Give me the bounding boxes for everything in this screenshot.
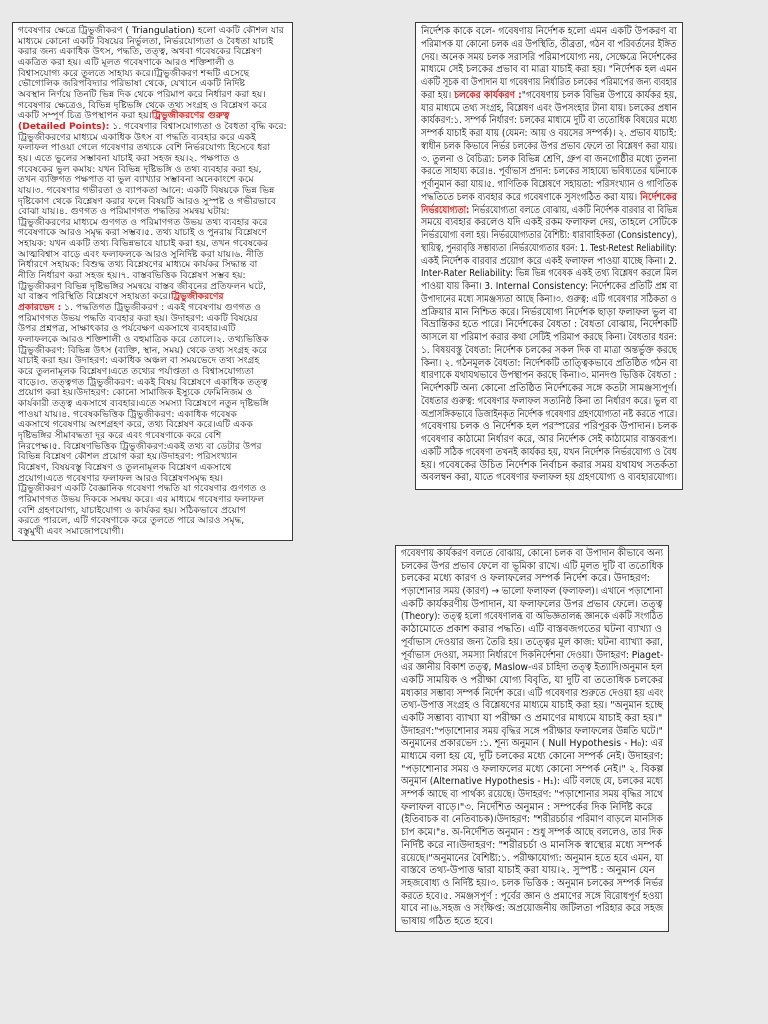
text-segment: পদ্ধতিতে চলক ব্যবহার করে গবেষণাকে সুসংগঠিত করা যায়। [421,191,641,203]
text-segment: দৃষ্টিকোণ থেকে বিশ্লেষণ করার ফলে বিষয়টি আরও সুস্পষ্ট ও গভীরভাবে [18,195,277,207]
note-panel-indicator [415,22,683,490]
text-line-content [18,527,124,538]
text-segment: সহজবোধ্য ও নির্দিষ্ট হয়।৩. চলক ভিত্তিক : অনুমান চলকের সম্পর্ক নির্ভর [401,877,664,889]
text-line [401,573,663,586]
text-line [421,64,677,77]
text-line-content [401,776,663,789]
text-segment: ১. বিষয়বস্তু বৈধতা: নির্দেশক চলকের সকল দিক বা মাত্রা অন্তর্ভুক্ত করছে [421,344,678,356]
text-segment: Inter-Rater Reliability: ভিন্ন ভিন্ন গবেষক একই তথ্য বিশ্লেষণ করলে মিল [421,268,678,280]
text-segment: একই নির্দেশক বারবার প্রয়োগ করে একই ফলাফল পাওয়া যাচ্ছে কিনা। 2. [421,255,677,267]
text-line-content [421,294,677,307]
text-segment: পরিমাপক যা কোনো চলক এর উপস্থিতি, তীব্রতা, গঠন বা পরিবর্তনের ইঙ্গিত [421,38,677,50]
highlighted-heading: ট্রিভুজীকরণের [170,291,224,303]
text-line [421,154,677,167]
text-line-content [421,52,677,65]
text-segment: একটি সম্ভাব্য ব্যাখ্যা যা পরীক্ষা ও প্রমাণের মাধ্যমে যাচাই করা হয়।" [401,712,663,724]
text-segment: গবেষণার ক্ষেত্রেও, বিভিন্ন দৃষ্টিভঙ্গি থেকে তথ্য সংগ্রহ ও বিশ্লেষণ করে [18,99,267,111]
text-segment: সহায়ক: যখন একটি তথ্য বিভিন্নভাবে যাচাই করা হয়, তখন গবেষকের [18,238,269,250]
text-line-content [401,814,663,827]
text-segment: যায়।৩. গবেষণার গভীরতা ও ব্যাপকতা আনে: একটি বিষয়কে ভিন্ন ভিন্ন [18,184,275,196]
text-line-content [421,307,677,320]
text-segment: ফলাফলকে আরও শক্তিশালী ও বহুমাত্রিক করে তোলে।২. তথ্যভিত্তিক [18,334,269,346]
text-line-content [421,179,677,192]
text-line [401,891,663,904]
text-segment: পাওয়া যায়।৪. গবেষকভিত্তিক ট্রিভুজীকরণ: একাধিক গবেষক [18,408,237,420]
text-line-content [421,256,677,269]
text-segment: দেয়। অনেক সময় চলক সরাসরি পরিমাপযোগ্য নয়, সেক্ষেত্রে নির্দেশকের [421,51,677,63]
text-line [421,128,677,141]
text-line [401,764,663,777]
text-segment: রয়েছে।"অনুমানের বৈশিষ্ট্য:১. পরীক্ষাযোগ্য: অনুমান হতে হবে এমন, যা [401,852,664,864]
text-line [421,205,677,218]
text-line [401,840,663,853]
text-line-content [421,383,677,396]
text-line-content [401,903,663,916]
text-line [421,52,677,65]
text-line-content [421,230,677,243]
text-line [421,26,677,39]
text-line [421,243,677,256]
text-line-content [401,802,652,815]
text-segment: যাবে না।৬.সহজ ও সংক্ষিপ্ত: অপ্রয়োজনীয় জটিলতা পরিহার করে সহজ [401,903,664,915]
text-segment: সম্পর্ক আছে বা পার্থক্য রয়েছে। উদাহরণ: "পড়াশোনার সময় বৃদ্ধির সাথে [401,789,664,801]
text-segment: উপাদানের মধ্যে সামঞ্জস্যতা আছে কিনা।৩. গুরুত্ব: এটি গবেষণার সঠিকতা ও [421,293,677,305]
text-segment: কাঠামোতে প্রকাশ করার পদ্ধতি। এটি বাস্তবজগতের ঘটনা ব্যাখ্যা ও [401,624,663,636]
text-segment: পূর্বাভাস দেওয়া, সমস্যা নির্ধারণে দিকনির্দেশনা দেওয়া। উদাহরণ: Piaget- [401,649,664,661]
text-line-content [401,662,663,675]
text-segment: ধারণাকে যথাযথভাবে উপস্থাপন করছে কিনা।৩. মানদণ্ড ভিত্তিক বৈধতা : [421,370,677,382]
text-segment: একটি কার্যকরণীয় উপাদান, যা ফলাফলের উপর প্রভাব ফেলে। তত্ত্ব [401,598,663,610]
text-line-content [421,409,677,422]
text-line [421,115,677,128]
text-line-content [421,26,677,39]
text-line-content [421,90,677,103]
text-line [421,294,677,307]
text-segment: পাওয়া যায় কিনা। 3. Internal Consistency: নির্দেশকের প্রতিটি প্রশ্ন বা [421,281,678,292]
text-line-content [401,637,663,650]
text-segment: করা হয়। [421,89,455,101]
text-line-content [421,345,677,358]
text-line [421,217,677,230]
text-segment: গবেষণায় চলক ও নির্দেশক হল পরস্পরের পরিপূরক উপাদান। চলক [421,421,678,433]
text-segment: নির্দেশকটি অন্য কোনো প্রতিষ্ঠিত নির্দেশকের সঙ্গে কতটা সামঞ্জস্যপূর্ণ। [421,383,677,394]
text-segment: যা বাস্তব পরিস্থিতি বিশ্লেষণে সহায়তা করে। [18,291,171,303]
text-segment: গবেষণায় কার্যকরণ বলতে বোঝায়, কোনো চলক বা উপাদান কীভাবে অন্য [401,548,663,559]
text-line [401,776,663,789]
text-segment: করতে পারলে, এটি গবেষণাকে করে তুলতে পারে আরও সমৃদ্ধ, [18,515,245,527]
text-line [401,624,663,637]
text-line-content [401,688,663,701]
text-segment: পরিমাণগত উভয় দিককে সমন্বয় করে। এর মাধ্যমে গবেষণার ফলাফল [18,493,265,505]
text-segment: উদাহরণ:"পড়াশোনার সময় বৃদ্ধির সঙ্গে পরীক্ষার ফলাফলের উন্নতি ঘটে।" [401,725,663,737]
text-line-content [401,916,493,929]
text-line-content [401,789,663,802]
text-segment: মাধ্যমে সেই চলকের প্রভাব বা মাত্রা যাচাই করা হয়। "নির্দেশক হল এমন [421,64,677,76]
highlighted-heading: চলকের কার্যকরণ : [454,89,522,101]
highlighted-heading: (Detailed Points): [18,120,110,132]
text-line [401,726,663,739]
text-segment: "পড়াশোনার সময় ও ফলাফলের মধ্যে কোনো সম্পর্ক নেই।" ২. বিকল্প [401,763,664,775]
text-line-content [421,141,677,154]
text-segment: করতে সাহায্য করে।৪. পূর্বাভাস প্রদান: চলকের সাহায্যে ভবিষ্যতের ঘটনাকে [421,166,678,178]
text-line-content [421,358,677,371]
note-panel-causation-hypothesis [395,545,669,932]
text-line-content [421,205,677,218]
text-line [421,345,677,358]
text-line [401,675,663,688]
text-line-content [421,154,677,167]
text-segment: করতে হবে।৫. সমঞ্জসপূর্ণ : পূর্বের জ্ঞান ও প্রমাণের সঙ্গে বিরোধপূর্ণ হওয়া [401,890,663,902]
text-line [401,713,663,726]
text-segment: প্রয়োগ।এতে গবেষণার ফলাফল আরও বিশ্লেষণসমৃদ্ধ হয়। [18,472,224,484]
highlighted-heading: প্রকারভেদ : [18,302,62,314]
text-segment: ট্রিভুজীকরণের মাধ্যমে গুণগত ও পরিমাণগত উভয় তথ্য ব্যবহার করে [18,216,268,228]
text-segment: "গবেষণায় চলক বিভিন্ন উপায়ে কার্যকর হয়, [521,89,678,101]
text-line-content [421,217,677,230]
text-segment: মাধ্যমে বলা হয় যে, দুটি চলকের মধ্যে কোনো সম্পর্ক নেই। উদাহরণ: [401,751,664,762]
text-line-content [421,460,677,473]
text-line-content [401,624,662,637]
text-line-content [401,586,663,599]
text-segment: বেশি গ্রহণযোগ্য, যাচাইযোগ্য ও কার্যকর হয়। সঠিকভাবে প্রয়োগ [18,504,246,516]
text-segment: নির্ভরযোগ্যতা বলতে বোঝায়, একটি নির্দেশক বারবার বা বিভিন্ন [469,204,678,216]
text-segment: উপর প্রশ্নপত্র, সাক্ষাৎকার ও পর্যবেক্ষণ একসাথে ব্যবহার।এটি [18,323,236,335]
text-segment: স্বাধীন চলক কিভাবে নির্ভর চলকের উপর প্রভাব ফেলে তা বিশ্লেষণ করা যায়। [421,140,677,152]
text-segment: একত্রিত করা হয়। এটি মূলত গবেষণাকে আরও শক্তিশালী ও [18,56,235,68]
text-segment: পড়াশোনার সময় (কারণ) → ভালো ফলাফল (ফলাফল)। এখানে পড়াশোনা [401,586,663,598]
text-line-content [401,675,663,688]
text-segment: নির্দিষ্ট করে না।উদাহরণ: "শরীরচর্চা ও মানসিক স্বাস্থ্যের মধ্যে সম্পর্ক [401,839,663,851]
text-line-content [401,840,662,853]
text-segment: পূর্বানুমান করা যায়।৫. গাণিতিক বিশ্লেষণে সহায়তা: পরিসংখ্যান ও গাণিতিক [421,179,678,190]
text-line [18,527,287,538]
text-segment: একটি সম্পূর্ণ চিত্র উপস্থাপন করা হয়। [18,110,152,122]
text-line [421,90,677,103]
text-line [421,268,677,281]
text-line [421,472,677,485]
text-line [401,878,663,891]
text-line [421,409,677,422]
text-segment: করে তুলনামূলক বিশ্লেষণ।এতে তথ্যের পর্যাপ্ততা ও বিশ্বাসযোগ্যতা [18,366,254,377]
text-line-content [421,268,677,281]
text-segment: বাড়ে।৩. তত্ত্বগত ট্রিভুজীকরণ: একই বিষয় বিশ্লেষণে একাধিক তত্ত্ব [18,376,268,388]
text-line-content [421,396,677,409]
text-line-content [401,738,663,751]
text-line [401,700,663,713]
text-line [421,39,677,52]
text-segment: প্রয়োগ করা হয়।উদাহরণ: কোনো সামাজিক ইস্যুকে ফেমিনিজম ও [18,387,253,399]
text-line-content [401,561,663,574]
text-line [421,141,677,154]
text-line [421,319,677,332]
text-segment: গবেষণার কাঠামো নির্ধারণ করে, আর নির্দেশক সেই কাঠামোর বাস্তবরূপ। [421,434,677,445]
text-line [421,447,677,460]
text-segment: নিরপেক্ষ।৫. বিশ্লেষণভিত্তিক ট্রিভুজীকরণ:একই তথ্য বা ডেটার উপর [18,440,262,452]
text-line-content [421,319,677,332]
text-segment: বাস্তবে তথ্য-উপাত্ত দ্বারা যাচাই করা যায়।২. সুস্পষ্ট : অনুমান যেন [401,865,655,877]
text-segment: অপ্রাসঙ্গিকভাবে ডিজাইনকৃত নির্দেশক গবেষণার গ্রহণযোগ্যতা নষ্ট করতে পারে। [421,408,678,420]
text-line-content [421,128,677,141]
text-line-content [401,713,662,726]
text-line [401,688,663,701]
text-segment: বস্তুমুখী এবং সমাজোপযোগী। [18,525,124,537]
text-line [421,396,677,409]
text-line [421,460,677,473]
text-line-content [421,115,677,128]
text-line-content [421,434,677,447]
text-line-content [401,700,663,713]
text-line-content [401,827,663,840]
text-segment: গবেষণার ক্ষেত্রে ট্রিভুজীকরণ ( Triangulation) হলো একটি কৌশল যার [18,25,284,36]
text-segment: ফলাফল পাওয়া গেলে গবেষণার তথ্যকে বেশি নির্ভরযোগ্য হিসেবে ধরা [18,142,271,154]
text-segment: একটি সূচক বা উপাদান যা গবেষণায় নির্ধারিত চলকের পরিমাপের জন্য ব্যবহার [421,77,677,88]
text-segment: পরিমাণগত উভয় পদ্ধতি ব্যবহার করা হয়। উদাহরণ: একটি বিষয়ের [18,312,258,324]
text-segment: কার্যকারী তত্ত্ব একসাথে ব্যবহার।এতে সমস্যা বিশ্লেষণে নতুন দৃষ্টিভঙ্গি [18,397,269,409]
text-segment: সম্পর্ক যাচাই করা যায় (যেমন: আয় ও বয়সের সম্পর্ক)। ২. প্রভাব যাচাই: [421,128,677,139]
text-segment: নির্ভরযোগ্য বলা হয়। নির্ভরযোগ্যতার বৈশিষ্ট্য: ধারাবাহিকতা (Consistency), [421,230,678,241]
text-line-content [401,865,655,878]
text-segment: চলকের উপর প্রভাব ফেলে বা ভূমিকা রাখে। এটি মূলত দুটি বা ততোধিক [401,560,664,572]
text-segment: চাপ কমে।"৪. অ-নির্দেশিত অনুমান : শুধু সম্পর্ক আছে বললেও, তার দিক [401,827,663,839]
text-line [421,421,677,434]
text-line [401,903,663,916]
text-segment: বৈধতার গুরুত্ব: গবেষণার ফলাফল সত্যনিষ্ঠ কিনা তা নির্ধারণ করে। ভুল বা [421,395,678,407]
text-line [401,802,663,815]
text-line-content [421,64,677,77]
text-segment: তথ্য-উপাত্ত সংগ্রহ ও বিশ্লেষণের মাধ্যমে যাচাই করা হয়। "অনুমান হচ্ছে [401,700,663,712]
text-segment: ট্রিভুজীকরণ: বিভিন্ন উৎস (ব্যক্তি, স্থান, সময়) থেকে তথ্য সংগ্রহ করে [18,344,268,356]
text-line-content [401,891,663,904]
text-segment: আত্মবিশ্বাস বাড়ে এবং ফলাফলকে আরও সুনির্দিষ্ট করা যায়।৬. নীতি [18,248,264,260]
text-line [421,77,677,90]
text-segment: হয়। এতে ভুলের সম্ভাবনা যাচাই করা সহজ হয়।২. পক্ষপাত ও [18,152,240,164]
text-line [421,166,677,179]
text-line [421,332,677,345]
text-segment: দৃষ্টিভঙ্গির সীমাবদ্ধতা দূর করে এবং গবেষণাকে করে বেশি [18,429,222,441]
text-line-content [401,573,650,586]
text-line [401,586,663,599]
text-segment: যাচাই করা হয়। উদাহরণ: একাধিক অঞ্চল বা সময়ভেদে তথ্য সংগ্রহ [18,355,260,367]
text-segment: প্রক্রিয়ার মান নিশ্চিত করে। নির্ভরযোগ্য নির্দেশক ছাড়া ফলাফল ভুল বা [421,306,677,318]
text-segment: এর জ্ঞানীয় বিকাশ তত্ত্ব, Maslow-এর চাহিদা তত্ত্ব ইত্যাদি।অনুমান হল [401,662,663,674]
text-segment: বিশ্লেষণ, বিষয়বস্তু বিশ্লেষণ ও তুলনামূলক বিশ্লেষণ একসাথে [18,461,232,473]
text-segment: ট্রিভুজীকরণের মাধ্যমে একাধিক উৎস বা পদ্ধতি ব্যবহার করে একই [18,131,256,143]
text-line-content [401,764,663,777]
text-segment: আসলে যা পরিমাপ করার কথা সেটিই পরিমাপ করছে কিনা। বৈধতার ধরন: [421,332,677,343]
text-segment: সময়ে ব্যবহার করলেও যদি একই রকম ফলাফল দেয়, তাহলে সেটিকে [421,217,678,229]
text-line [401,599,663,612]
text-line-content [401,853,663,866]
text-segment: একটি সাময়িক ও পরীক্ষা যোগ্য বিবৃতি, যা দুটি বা ততোধিক চলকের [401,674,664,686]
text-segment: গবেষণাকে আরও সমৃদ্ধ করা সম্ভব।৫. তথ্য যাচাই ও পুনরায় বিশ্লেষণে [18,227,267,239]
text-segment: স্থায়িত্ব, পুনরাবৃত্তি সম্ভাব্যতা ।নির্ভরযোগ্যতার ধরন: 1. Test-Retest Reliability: [421,242,677,254]
text-line [421,383,677,396]
text-segment: বিভ্রান্তিকর হতে পারে। নির্দেশকের বৈধতা : বৈধতা বোঝায়, নির্দেশকটি [421,319,678,331]
text-segment: (Theory): তত্ত্ব হলো গবেষণালব্ধ বা অভিজ্ঞতালব্ধ জ্ঞানকে একটি সংগঠিত [401,611,663,623]
text-segment: (ইতিবাচক বা নেতিবাচক)।উদাহরণ: "শরীরচর্চার পরিমাণ বাড়লে মানসিক [401,814,663,826]
text-segment: পূর্বাভাস দেওয়ার জন্য তৈরি হয়। তত্ত্বের মূল কাজ: ঘটনা ব্যাখ্যা করা, [401,636,664,648]
text-segment: চলকের মধ্যে কারণ ও ফলাফলের সম্পর্ক নির্দেশ করে। উদাহরণ: [401,573,651,585]
text-line-content [421,192,677,205]
text-segment: গবেষকের ভুল কমায়: যখন বিভিন্ন দৃষ্টিভঙ্গি ও তথ্য ব্যবহার করা হয়, [18,163,262,175]
text-segment: তখন ব্যক্তিগত পক্ষপাত বা ভুল ব্যাখ্যার সম্ভাবনা অনেকাংশে কমে [18,174,254,186]
text-segment: মধ্যকার সম্ভাব্য সম্পর্ক নির্দেশ করে। এটি গবেষণার শুরুতে দেওয়া হয় এবং [401,687,664,699]
text-segment: ভৌগোলিক জরিপবিদ্যার পরিভাষা থেকে, যেখানে একটি নির্দিষ্ট [18,78,245,90]
text-line-content [421,447,677,460]
text-line [401,662,663,675]
text-segment: ভাষায় গঠিত হতে হবে। [401,915,493,927]
text-line [401,916,663,929]
text-segment: ১. পদ্ধতিগত ট্রিভুজীকরণ : একই গবেষণায় গুণগত ও [61,302,261,314]
highlighted-heading: নির্দেশকের [640,191,677,203]
text-line [401,738,663,751]
text-line-content [401,650,663,663]
text-line [401,637,663,650]
text-line-content [421,103,677,116]
text-segment: করার জন্য একাধিক উৎস, পদ্ধতি, তত্ত্ব, অথবা গবেষকের বিশ্লেষণ [18,46,262,58]
text-segment: মাধ্যমে কোনো একটি বিষয়ের নির্ভুলতা, নির্ভরযোগ্যতা ও বৈধতা যাচাই [18,35,274,47]
text-segment: ট্রিভুজীকরণ একটি বৈজ্ঞানিক গবেষণা পদ্ধতি যা গবেষণার গুণগত ও [18,483,267,495]
text-line [421,370,677,383]
text-line [421,434,677,447]
text-line-content [421,370,677,383]
text-segment: বোঝা যায়।৪. গুণগত ও পরিমাণগত পদ্ধতির সমন্বয় ঘটায়: [18,206,230,218]
text-segment: অনুমানের প্রকারভেদ :১. শূন্য অনুমান ( Null Hypothesis - H₀): এর [401,738,664,750]
text-line [421,179,677,192]
text-line-content [401,726,663,739]
text-segment: কার্যকরণ:১. সম্পর্ক নির্ধারণ: চলকের মাধ্যমে দুটি বা ততোধিক বিষয়ের মধ্যে [421,115,678,127]
text-segment: নীতি নির্ধারণ করা সহজ হয়।৭. বাস্তবভিত্তিক বিশ্লেষণ সম্ভব হয়: [18,270,246,282]
text-line [401,865,663,878]
text-segment: ৩. তুলনা ও বৈচিত্র্য: চলক বিভিন্ন শ্রেণি, গ্রুপ বা জনগোষ্ঠীর মধ্যে তুলনা [421,153,677,165]
text-line-content [421,77,677,90]
text-segment: বিভিন্ন বিশ্লেষণ কৌশল প্রয়োগ করা হয়।উদাহরণ: পরিসংখ্যান [18,451,238,463]
text-line [421,103,677,116]
text-segment: ট্রিভুজীকরণ বিভিন্ন দৃষ্টিভঙ্গির সমন্বয়ে বাস্তব জীবনের প্রতিফলন ঘটে, [18,280,266,292]
text-line [401,789,663,802]
text-segment: অবস্থান নির্ণয়ে তিনটি ভিন্ন দিক থেকে পরিমাপ করে নির্ধারণ করা হয়। [18,88,266,100]
text-segment: অনুমান (Alternative Hypothesis - H₁): এটি বলছে যে, চলকের মধ্যে [401,776,663,788]
text-line-content [421,472,677,485]
text-line [401,751,663,764]
text-line [421,192,677,205]
text-segment: যার মাধ্যমে তথ্য সংগ্রহ, বিশ্লেষণ এবং উপসংহার টানা যায়। চলকের প্রধান [421,102,677,114]
text-line [401,814,663,827]
text-segment: ১. গবেষণার বিশ্বাসযোগ্যতা ও বৈধতা বৃদ্ধি করে: [109,120,287,132]
text-segment: কিনা। ২. গঠনমূলক বৈধতা: নির্দেশকটি তাত্ত্বিকভাবে প্রতিষ্ঠিত গঠন বা [421,357,678,369]
text-line [401,611,663,624]
text-line-content [401,611,663,624]
text-line-content [421,166,677,179]
text-segment: একসাথে গবেষণায় অংশগ্রহণ করে, তথ্য বিশ্লেষণ করে।এটি একক [18,419,253,431]
text-segment: নির্ধারণে সহায়ক: বিশুদ্ধ তথ্য বিশ্লেষণের মাধ্যমে কার্যকর সিদ্ধান্ত বা [18,259,258,271]
text-line [401,853,663,866]
text-segment: নির্দেশক কাকে বলে- গবেষণায় নির্দেশক হলো এমন একটি উপকরণ বা [421,26,677,37]
text-line [421,230,677,243]
text-line-content [401,548,663,561]
text-line [421,307,677,320]
text-line-content [401,878,663,891]
text-line [401,561,663,574]
text-line-content [421,39,677,52]
highlighted-heading: নির্ভরযোগ্যতা: [421,204,470,216]
text-line [421,281,677,294]
highlighted-heading: ট্রিভুজীকরণের গুরুত্ব [151,110,230,122]
text-line-content [421,243,677,256]
text-segment: হয়। গবেষকের উচিত নির্দেশক নির্বাচন করার সময় যথাযথ সতর্কতা [421,459,678,471]
text-line [401,827,663,840]
text-segment: অবলম্বন করা, যাতে গবেষণার ফলাফল হয় গ্রহণযোগ্য ও ব্যবহারযোগ্য। [421,472,678,484]
text-line [401,548,663,561]
text-line-content [421,421,677,434]
text-segment: ফলাফল বাড়ে।"৩. নির্দেশিত অনুমান : সম্পর্কের দিক নির্দিষ্ট করে [401,801,653,813]
text-line-content [401,599,663,612]
text-line [401,650,663,663]
text-segment: বিশ্বাসযোগ্য করে তুলতে সাহায্য করে।ট্রিভুজীকরণ শব্দটি এসেছে [18,67,250,79]
text-line-content [421,281,677,294]
text-line-content [421,332,677,345]
text-line-content [401,751,663,764]
text-line [421,358,677,371]
text-segment: একটি সঠিক গবেষণা তখনই কার্যকর হয়, যখন নির্দেশক নির্ভরযোগ্য ও বৈধ [421,446,677,458]
note-panel-triangulation [12,22,293,541]
text-line [421,256,677,269]
